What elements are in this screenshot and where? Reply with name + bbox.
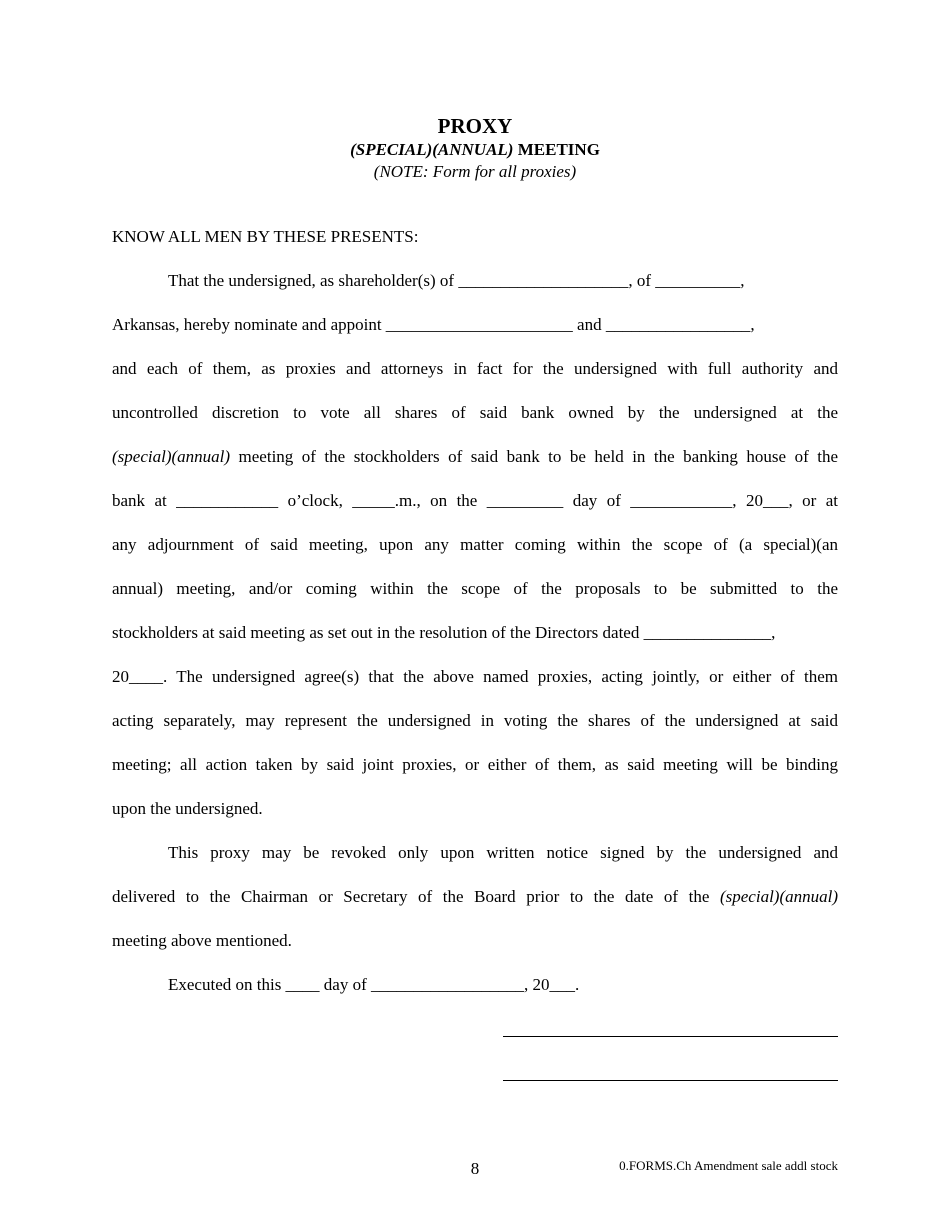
proxy-line-4: uncontrolled discretion to vote all shares of said bank owned by the undersigned at the [112,403,838,422]
revoke-line-2-text: delivered to the Chairman or Secretary of the Board prior to the date of the [112,887,710,906]
revoke-line-3: meeting above mentioned. [112,931,292,950]
meeting-word: MEETING [513,140,600,159]
proxy-line-5 [112,446,838,468]
meeting-type-italic: (SPECIAL)(ANNUAL) [350,140,514,159]
meeting-type-inline-2: (special)(annual) [719,887,839,906]
form-note: (NOTE: Form for all proxies) [373,162,577,181]
document-reference: 0.FORMS.Ch Amendment sale addl stock [619,1158,838,1173]
meeting-subtitle [0,139,950,161]
intro-heading: KNOW ALL MEN BY THESE PRESENTS: [112,227,419,246]
proxy-line-12: meeting; all action taken by said joint proxies, or either of them, as said meeting will be binding [112,755,838,774]
page-number: 8 [470,1159,480,1178]
proxy-line-11: acting separately, may represent the undersigned in voting the shares of the undersigned at said [112,711,838,730]
proxy-line-1: That the undersigned, as shareholder(s) of ____________________, of __________, [168,271,745,290]
proxy-line-3: and each of them, as proxies and attorneys in fact for the undersigned with full authority and [112,359,838,378]
header-block [0,113,950,183]
document-title: PROXY [437,114,513,138]
proxy-line-6: bank at ____________ o’clock, _____.m., on the _________ day of ____________, 20___, or at [112,491,838,510]
meeting-type-inline: (special)(annual) [112,447,231,466]
revoke-line-2 [112,886,838,908]
proxy-line-10: 20____. The undersigned agree(s) that the above named proxies, acting jointly, or either of them [112,667,838,686]
proxy-line-7: any adjournment of said meeting, upon any matter coming within the scope of (a special)(an [112,535,838,554]
proxy-line-8: annual) meeting, and/or coming within the scope of the proposals to be submitted to the [112,579,838,598]
signature-line-2[interactable] [503,1080,838,1081]
proxy-line-2: Arkansas, hereby nominate and appoint ______________________ and _________________, [112,315,755,334]
proxy-line-5-text: meeting of the stockholders of said bank to be held in the banking house of the [238,447,838,466]
executed-line: Executed on this ____ day of __________________, 20___. [168,975,580,994]
signature-line-1[interactable] [503,1036,838,1037]
proxy-line-13: upon the undersigned. [112,799,263,818]
revoke-line-1: This proxy may be revoked only upon written notice signed by the undersigned and [168,843,838,862]
proxy-line-9: stockholders at said meeting as set out in the resolution of the Directors dated _______________, [112,623,776,642]
